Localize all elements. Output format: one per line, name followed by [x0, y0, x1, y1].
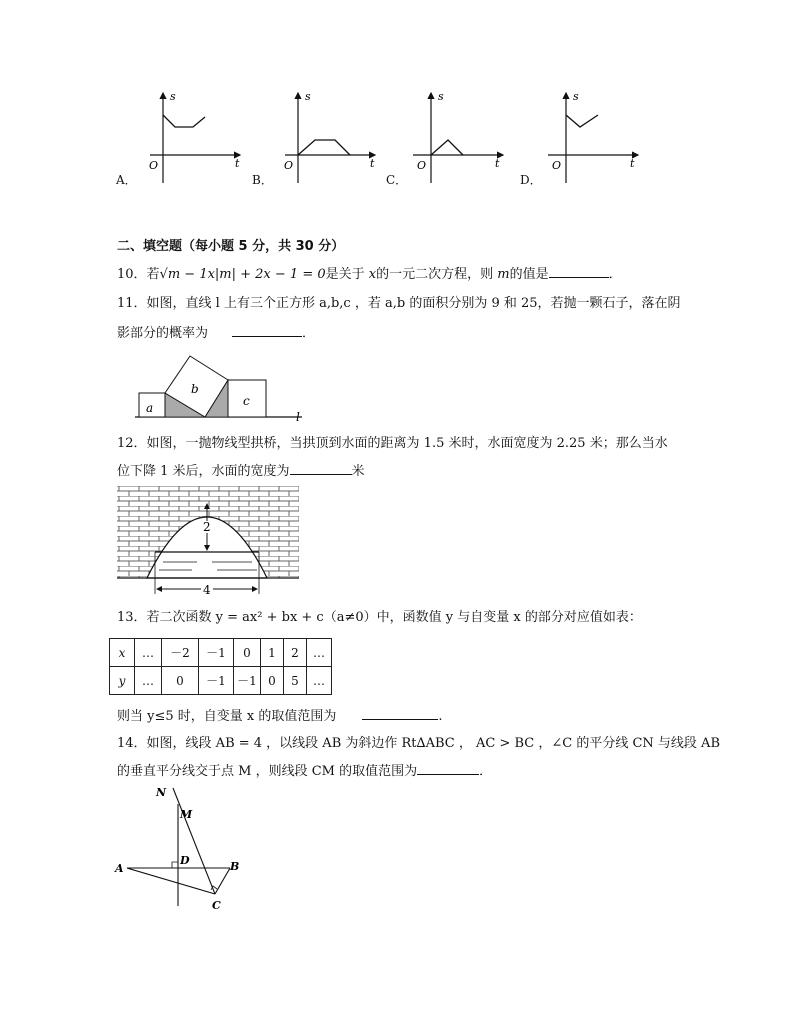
section-title: 二、填空题（每小题 5 分，共 30 分）	[117, 239, 345, 254]
q13-period: .	[438, 709, 443, 724]
q14-period: ．	[479, 764, 493, 779]
square-b-label: b	[191, 382, 199, 396]
q12-line2	[117, 460, 365, 482]
q11-line2	[117, 322, 315, 344]
graph-b	[280, 85, 385, 190]
axis-s-label: s	[170, 90, 176, 103]
q10-suffix: 的一元二次方程，则	[376, 267, 494, 282]
table-row	[110, 639, 332, 667]
q13-line2-text: 则当 y≤5 时，自变量 x 的取值范围为	[117, 709, 337, 724]
table-cell: x	[110, 639, 135, 667]
q14-line2-text: 的垂直平分线交于点 M ，则线段 CM 的取值范围为	[117, 764, 418, 779]
point-d-label: D	[180, 854, 190, 867]
table-cell: …	[307, 639, 332, 667]
axis-t-label: t	[235, 157, 240, 170]
table-cell: －1	[234, 667, 261, 695]
graph-c	[413, 85, 518, 190]
table-cell: 0	[234, 639, 261, 667]
line-l-label: l	[296, 410, 300, 422]
q11-answer-blank[interactable]	[232, 322, 302, 337]
question-10	[117, 263, 622, 285]
q13-value-table	[109, 638, 332, 695]
q10-answer-blank[interactable]	[549, 263, 609, 278]
option-a-label: A．	[116, 173, 137, 187]
q11-line1: 11．如图，直线 l 上有三个正方形 a,b,c ，若 a,b 的面积分别为 9 和 25，若抛一颗石子，落在阴	[117, 296, 681, 311]
table-cell: …	[307, 667, 332, 695]
q12-line1: 12．如图，一抛物线型拱桥，当拱顶到水面的距离为 1.5 米时，水面宽度为 2.25 米；那么当水	[117, 436, 668, 451]
q12-bridge-figure	[117, 486, 299, 598]
origin-label: O	[552, 159, 562, 172]
table-cell: －2	[162, 639, 199, 667]
width-label: 4	[203, 583, 211, 597]
q10-end: 的值是	[509, 267, 549, 282]
axis-s-label: s	[305, 90, 311, 103]
q10-formula: √m − 1x|m| + 2x − 1 = 0	[159, 267, 326, 282]
q10-middle: 是关于	[325, 267, 365, 282]
origin-label: O	[284, 159, 294, 172]
origin-label: O	[149, 159, 159, 172]
table-cell: 0	[261, 667, 284, 695]
height-label: 2	[203, 520, 211, 534]
table-cell: －1	[199, 667, 234, 695]
axis-t-label: t	[370, 157, 375, 170]
point-m-label: M	[180, 808, 193, 821]
option-d-label: D．	[520, 173, 542, 187]
axis-t-label: t	[495, 157, 500, 170]
table-cell: 2	[284, 639, 307, 667]
q12-answer-blank[interactable]	[290, 460, 352, 475]
point-c-label: C	[212, 899, 221, 912]
table-cell: y	[110, 667, 135, 695]
axis-t-label: t	[630, 157, 635, 170]
q11-line2-text: 影部分的概率为	[117, 326, 209, 341]
graph-d	[548, 85, 653, 190]
table-cell: …	[135, 667, 162, 695]
table-cell: 1	[261, 639, 284, 667]
q12-unit: 米	[351, 464, 365, 479]
q13-line1: 13．若二次函数 y = ax² + bx + c（a≠0）中，函数值 y 与自变量 x 的部分对应值如表：	[117, 610, 642, 625]
graph-a	[145, 85, 250, 190]
point-n-label: N	[156, 786, 167, 799]
axis-s-label: s	[438, 90, 444, 103]
q10-var: x	[368, 267, 377, 282]
q12-line2-text: 位下降 1 米后，水面的宽度为	[117, 464, 290, 479]
q13-line2	[117, 705, 443, 727]
square-a-label: a	[146, 401, 154, 415]
option-c-label: C．	[386, 173, 408, 187]
q14-line1: 14．如图，线段 AB = 4 ，以线段 AB 为斜边作 Rt∆ABC ， AC > BC ，∠C 的平分线 CN 与线段 AB	[117, 736, 720, 751]
point-b-label: B	[230, 860, 240, 873]
table-cell: …	[135, 639, 162, 667]
q9-options	[110, 85, 670, 195]
q11-period: ．	[302, 326, 316, 341]
table-cell: 5	[284, 667, 307, 695]
q14-line2	[117, 760, 492, 782]
q13-answer-blank[interactable]	[362, 705, 438, 720]
q10-var2: m	[497, 267, 510, 282]
origin-label: O	[417, 159, 427, 172]
option-b-label: B．	[252, 173, 273, 187]
q14-geometry-figure	[112, 782, 252, 914]
q11-figure	[130, 350, 320, 422]
square-c-label: c	[243, 394, 250, 408]
table-row	[110, 667, 332, 695]
axis-s-label: s	[573, 90, 579, 103]
q10-prefix: 10．若	[117, 267, 160, 282]
table-cell: －1	[199, 639, 234, 667]
q10-period: ．	[608, 267, 622, 282]
point-a-label: A	[115, 862, 124, 875]
table-cell: 0	[162, 667, 199, 695]
q14-answer-blank[interactable]	[417, 760, 479, 775]
